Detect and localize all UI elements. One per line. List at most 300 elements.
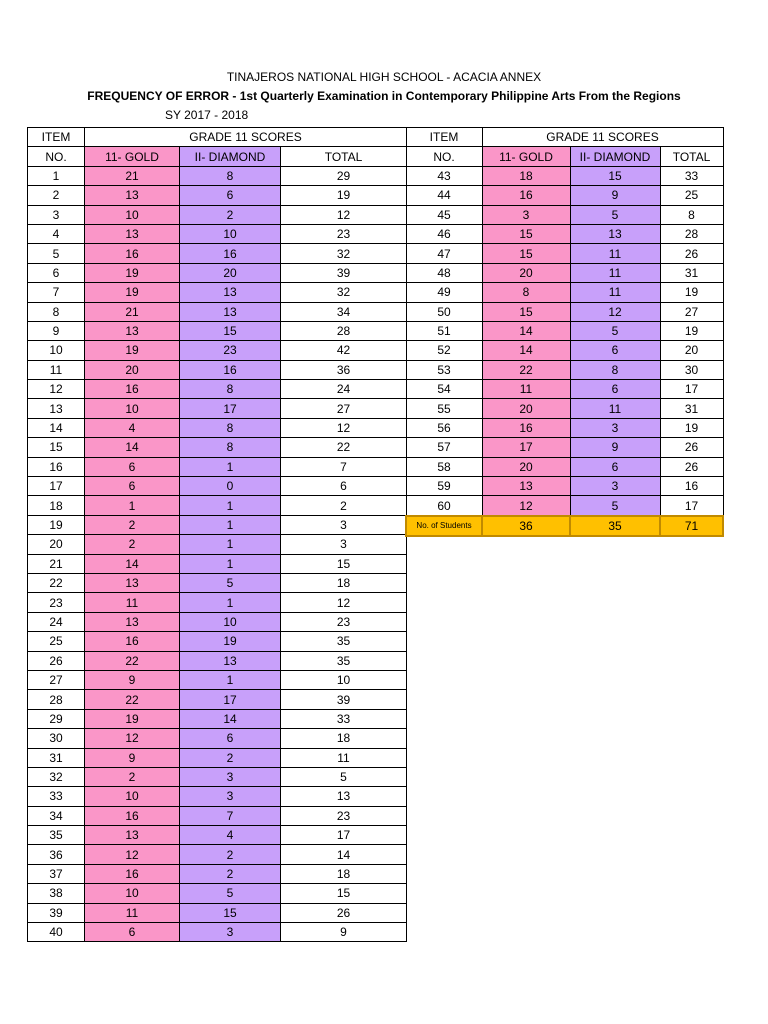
diamond-cell: 14 [180, 709, 281, 728]
table-row [28, 399, 407, 418]
gold-cell: 22 [85, 690, 180, 709]
gold-cell: 16 [85, 244, 180, 263]
diamond-cell: 5 [570, 321, 660, 340]
item-cell: 1 [28, 166, 85, 185]
total-cell: 7 [281, 457, 407, 476]
diamond-cell: 13 [180, 302, 281, 321]
table-row [28, 321, 407, 340]
gold-header: 11- GOLD [482, 147, 570, 166]
item-cell: 16 [28, 457, 85, 476]
summary-row [406, 516, 723, 536]
table-row [28, 593, 407, 612]
item-cell: 37 [28, 864, 85, 883]
table-row [406, 380, 723, 399]
item-cell: 7 [28, 283, 85, 302]
table-row [28, 380, 407, 399]
summary-label: No. of Students [406, 516, 482, 536]
total-cell: 32 [281, 283, 407, 302]
diamond-cell: 6 [180, 186, 281, 205]
table-row [406, 321, 723, 340]
gold-cell: 11 [482, 380, 570, 399]
summary-diamond: 35 [570, 516, 660, 536]
diamond-cell: 5 [180, 573, 281, 592]
gold-cell: 14 [482, 341, 570, 360]
header-row-2 [406, 147, 723, 166]
total-cell: 17 [660, 496, 723, 516]
table-row [28, 923, 407, 942]
gold-cell: 16 [482, 418, 570, 437]
table-row [406, 166, 723, 185]
gold-cell: 8 [482, 283, 570, 302]
total-cell: 11 [281, 748, 407, 767]
gold-cell: 15 [482, 302, 570, 321]
item-cell: 44 [406, 186, 482, 205]
item-cell: 11 [28, 360, 85, 379]
diamond-cell: 5 [180, 884, 281, 903]
item-cell: 48 [406, 263, 482, 282]
school-year: SY 2017 - 2018 [165, 108, 249, 122]
gold-cell: 15 [482, 244, 570, 263]
table-row [406, 263, 723, 282]
table-row [406, 302, 723, 321]
total-cell: 39 [281, 690, 407, 709]
gold-cell: 10 [85, 205, 180, 224]
gold-cell: 10 [85, 399, 180, 418]
diamond-cell: 4 [180, 826, 281, 845]
diamond-cell: 8 [180, 380, 281, 399]
gold-cell: 13 [85, 826, 180, 845]
diamond-cell: 17 [180, 690, 281, 709]
diamond-cell: 8 [180, 418, 281, 437]
item-cell: 13 [28, 399, 85, 418]
table-row [28, 224, 407, 243]
table-row [406, 244, 723, 263]
diamond-cell: 23 [180, 341, 281, 360]
item-cell: 59 [406, 477, 482, 496]
table-row [28, 341, 407, 360]
gold-cell: 20 [482, 457, 570, 476]
item-cell: 38 [28, 884, 85, 903]
item-cell: 28 [28, 690, 85, 709]
diamond-header: II- DIAMOND [570, 147, 660, 166]
total-cell: 30 [660, 360, 723, 379]
item-cell: 56 [406, 418, 482, 437]
diamond-cell: 9 [570, 438, 660, 457]
group-header: GRADE 11 SCORES [85, 128, 407, 147]
item-cell: 19 [28, 515, 85, 534]
gold-cell: 13 [85, 573, 180, 592]
diamond-cell: 13 [180, 651, 281, 670]
diamond-cell: 15 [570, 166, 660, 185]
diamond-cell: 12 [570, 302, 660, 321]
gold-cell: 2 [85, 515, 180, 534]
diamond-cell: 0 [180, 477, 281, 496]
item-header: ITEM [28, 128, 85, 147]
total-cell: 26 [660, 457, 723, 476]
diamond-cell: 6 [180, 729, 281, 748]
item-cell: 31 [28, 748, 85, 767]
item-cell: 24 [28, 612, 85, 631]
table-row [28, 457, 407, 476]
diamond-cell: 2 [180, 845, 281, 864]
item-cell: 45 [406, 205, 482, 224]
item-header: ITEM [406, 128, 482, 147]
item-cell: 60 [406, 496, 482, 516]
item-cell: 39 [28, 903, 85, 922]
gold-cell: 16 [85, 380, 180, 399]
total-cell: 19 [660, 418, 723, 437]
scores-table-left [27, 127, 407, 942]
diamond-cell: 3 [570, 477, 660, 496]
table-row [28, 496, 407, 515]
gold-cell: 19 [85, 283, 180, 302]
item-cell: 43 [406, 166, 482, 185]
header-row-2 [28, 147, 407, 166]
item-cell: 40 [28, 923, 85, 942]
gold-cell: 21 [85, 302, 180, 321]
table-row [28, 612, 407, 631]
diamond-cell: 3 [180, 767, 281, 786]
table-row [28, 166, 407, 185]
diamond-cell: 11 [570, 283, 660, 302]
item-cell: 33 [28, 787, 85, 806]
gold-header: 11- GOLD [85, 147, 180, 166]
item-cell: 29 [28, 709, 85, 728]
total-cell: 12 [281, 205, 407, 224]
gold-cell: 1 [85, 496, 180, 515]
item-cell: 58 [406, 457, 482, 476]
total-header: TOTAL [281, 147, 407, 166]
total-cell: 9 [281, 923, 407, 942]
diamond-cell: 1 [180, 496, 281, 515]
total-cell: 29 [281, 166, 407, 185]
gold-cell: 6 [85, 457, 180, 476]
item-cell: 47 [406, 244, 482, 263]
diamond-cell: 6 [570, 457, 660, 476]
table-row [406, 399, 723, 418]
table-row [28, 554, 407, 573]
report-title: FREQUENCY OF ERROR - 1st Quarterly Examination in Contemporary Philippine Arts From the Regions [87, 89, 681, 103]
diamond-cell: 10 [180, 612, 281, 631]
table-row [28, 845, 407, 864]
gold-cell: 16 [85, 864, 180, 883]
gold-cell: 2 [85, 535, 180, 554]
table-row [406, 360, 723, 379]
diamond-cell: 15 [180, 903, 281, 922]
table-row [406, 438, 723, 457]
table-row [28, 244, 407, 263]
total-cell: 13 [281, 787, 407, 806]
gold-cell: 20 [85, 360, 180, 379]
item-cell: 27 [28, 670, 85, 689]
diamond-cell: 5 [570, 496, 660, 516]
item-cell: 52 [406, 341, 482, 360]
item-cell: 35 [28, 826, 85, 845]
item-cell: 32 [28, 767, 85, 786]
gold-cell: 18 [482, 166, 570, 185]
table-row [28, 283, 407, 302]
table-row [28, 535, 407, 554]
summary-gold: 36 [482, 516, 570, 536]
table-row [28, 573, 407, 592]
item-cell: 20 [28, 535, 85, 554]
gold-cell: 22 [85, 651, 180, 670]
gold-cell: 12 [482, 496, 570, 516]
table-row [406, 283, 723, 302]
gold-cell: 16 [482, 186, 570, 205]
gold-cell: 14 [482, 321, 570, 340]
table-row [28, 748, 407, 767]
item-cell: 22 [28, 573, 85, 592]
diamond-cell: 1 [180, 535, 281, 554]
total-cell: 26 [281, 903, 407, 922]
gold-cell: 9 [85, 748, 180, 767]
diamond-cell: 16 [180, 360, 281, 379]
gold-cell: 6 [85, 923, 180, 942]
gold-cell: 20 [482, 399, 570, 418]
diamond-cell: 5 [570, 205, 660, 224]
diamond-cell: 3 [180, 787, 281, 806]
total-cell: 3 [281, 535, 407, 554]
item-cell: 8 [28, 302, 85, 321]
diamond-cell: 11 [570, 399, 660, 418]
summary-total: 71 [660, 516, 723, 536]
total-header: TOTAL [660, 147, 723, 166]
table-row [28, 729, 407, 748]
diamond-cell: 10 [180, 224, 281, 243]
gold-cell: 16 [85, 632, 180, 651]
total-cell: 15 [281, 884, 407, 903]
total-cell: 25 [660, 186, 723, 205]
total-cell: 8 [660, 205, 723, 224]
gold-cell: 12 [85, 845, 180, 864]
diamond-cell: 17 [180, 399, 281, 418]
item-cell: 6 [28, 263, 85, 282]
diamond-cell: 6 [570, 341, 660, 360]
item-cell: 49 [406, 283, 482, 302]
gold-cell: 19 [85, 263, 180, 282]
diamond-cell: 3 [180, 923, 281, 942]
total-cell: 18 [281, 573, 407, 592]
table-row [406, 341, 723, 360]
table-row [406, 418, 723, 437]
item-cell: 10 [28, 341, 85, 360]
item-cell: 2 [28, 186, 85, 205]
table-row [406, 186, 723, 205]
total-cell: 2 [281, 496, 407, 515]
total-cell: 27 [281, 399, 407, 418]
gold-cell: 11 [85, 593, 180, 612]
total-cell: 3 [281, 515, 407, 534]
gold-cell: 4 [85, 418, 180, 437]
gold-cell: 16 [85, 806, 180, 825]
total-cell: 36 [281, 360, 407, 379]
gold-cell: 10 [85, 787, 180, 806]
total-cell: 12 [281, 418, 407, 437]
total-cell: 42 [281, 341, 407, 360]
diamond-cell: 13 [180, 283, 281, 302]
item-cell: 25 [28, 632, 85, 651]
table-row [28, 767, 407, 786]
total-cell: 23 [281, 224, 407, 243]
gold-cell: 12 [85, 729, 180, 748]
diamond-cell: 8 [180, 166, 281, 185]
item-cell: 54 [406, 380, 482, 399]
table-row [28, 864, 407, 883]
diamond-cell: 3 [570, 418, 660, 437]
gold-cell: 11 [85, 903, 180, 922]
diamond-cell: 15 [180, 321, 281, 340]
gold-cell: 3 [482, 205, 570, 224]
total-cell: 22 [281, 438, 407, 457]
table-row [28, 709, 407, 728]
total-cell: 10 [281, 670, 407, 689]
gold-cell: 17 [482, 438, 570, 457]
item-cell: 21 [28, 554, 85, 573]
diamond-cell: 1 [180, 670, 281, 689]
item-no-header: NO. [406, 147, 482, 166]
total-cell: 28 [660, 224, 723, 243]
item-cell: 34 [28, 806, 85, 825]
total-cell: 28 [281, 321, 407, 340]
diamond-cell: 9 [570, 186, 660, 205]
diamond-cell: 11 [570, 244, 660, 263]
table-row [28, 515, 407, 534]
table-row [28, 302, 407, 321]
gold-cell: 2 [85, 767, 180, 786]
table-row [28, 826, 407, 845]
gold-cell: 13 [85, 321, 180, 340]
total-cell: 35 [281, 632, 407, 651]
total-cell: 16 [660, 477, 723, 496]
table-row [406, 205, 723, 224]
diamond-cell: 2 [180, 864, 281, 883]
total-cell: 26 [660, 438, 723, 457]
total-cell: 33 [660, 166, 723, 185]
total-cell: 19 [281, 186, 407, 205]
item-cell: 4 [28, 224, 85, 243]
school-name: TINAJEROS NATIONAL HIGH SCHOOL - ACACIA ANNEX [226, 70, 542, 84]
gold-cell: 13 [85, 612, 180, 631]
total-cell: 33 [281, 709, 407, 728]
item-cell: 18 [28, 496, 85, 515]
table-row [406, 477, 723, 496]
diamond-cell: 1 [180, 593, 281, 612]
total-cell: 18 [281, 864, 407, 883]
table-row [406, 224, 723, 243]
diamond-cell: 2 [180, 205, 281, 224]
gold-cell: 13 [85, 186, 180, 205]
item-cell: 57 [406, 438, 482, 457]
header-row-1 [28, 128, 407, 147]
item-cell: 55 [406, 399, 482, 418]
table-row [28, 186, 407, 205]
item-cell: 23 [28, 593, 85, 612]
item-cell: 3 [28, 205, 85, 224]
diamond-cell: 1 [180, 554, 281, 573]
total-cell: 17 [660, 380, 723, 399]
total-cell: 23 [281, 806, 407, 825]
total-cell: 35 [281, 651, 407, 670]
gold-cell: 22 [482, 360, 570, 379]
table-row [28, 438, 407, 457]
gold-cell: 19 [85, 341, 180, 360]
diamond-cell: 6 [570, 380, 660, 399]
diamond-cell: 1 [180, 457, 281, 476]
total-cell: 34 [281, 302, 407, 321]
item-cell: 17 [28, 477, 85, 496]
scores-table-right [405, 127, 724, 537]
total-cell: 31 [660, 263, 723, 282]
total-cell: 32 [281, 244, 407, 263]
diamond-cell: 13 [570, 224, 660, 243]
gold-cell: 6 [85, 477, 180, 496]
total-cell: 18 [281, 729, 407, 748]
gold-cell: 13 [85, 224, 180, 243]
table-row [28, 205, 407, 224]
table-row [28, 690, 407, 709]
total-cell: 5 [281, 767, 407, 786]
table-row [406, 496, 723, 516]
gold-cell: 13 [482, 477, 570, 496]
diamond-header: II- DIAMOND [180, 147, 281, 166]
diamond-cell: 16 [180, 244, 281, 263]
item-cell: 12 [28, 380, 85, 399]
total-cell: 19 [660, 283, 723, 302]
diamond-cell: 11 [570, 263, 660, 282]
table-row [28, 806, 407, 825]
gold-cell: 14 [85, 438, 180, 457]
gold-cell: 9 [85, 670, 180, 689]
total-cell: 23 [281, 612, 407, 631]
table-row [28, 263, 407, 282]
diamond-cell: 8 [180, 438, 281, 457]
item-no-header: NO. [28, 147, 85, 166]
table-row [28, 477, 407, 496]
gold-cell: 10 [85, 884, 180, 903]
table-row [406, 457, 723, 476]
item-cell: 14 [28, 418, 85, 437]
total-cell: 26 [660, 244, 723, 263]
gold-cell: 15 [482, 224, 570, 243]
table-row [28, 632, 407, 651]
item-cell: 26 [28, 651, 85, 670]
diamond-cell: 19 [180, 632, 281, 651]
item-cell: 51 [406, 321, 482, 340]
total-cell: 14 [281, 845, 407, 864]
gold-cell: 20 [482, 263, 570, 282]
item-cell: 9 [28, 321, 85, 340]
total-cell: 15 [281, 554, 407, 573]
item-cell: 30 [28, 729, 85, 748]
total-cell: 12 [281, 593, 407, 612]
table-row [28, 787, 407, 806]
item-cell: 53 [406, 360, 482, 379]
item-cell: 46 [406, 224, 482, 243]
total-cell: 24 [281, 380, 407, 399]
total-cell: 17 [281, 826, 407, 845]
gold-cell: 21 [85, 166, 180, 185]
item-cell: 15 [28, 438, 85, 457]
total-cell: 19 [660, 321, 723, 340]
total-cell: 39 [281, 263, 407, 282]
item-cell: 36 [28, 845, 85, 864]
table-row [28, 884, 407, 903]
diamond-cell: 2 [180, 748, 281, 767]
table-row [28, 670, 407, 689]
gold-cell: 14 [85, 554, 180, 573]
diamond-cell: 20 [180, 263, 281, 282]
